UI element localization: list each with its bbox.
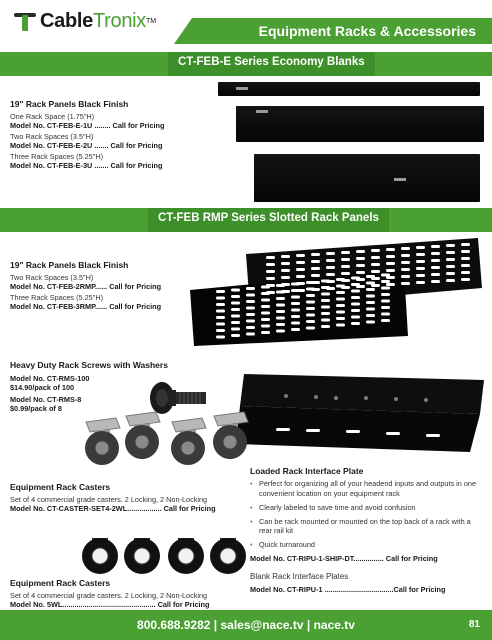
blank-interface-model: Model No. CT-RIPU-1 ..................................Call for Pricing	[250, 585, 446, 595]
casters-1-text	[10, 482, 260, 513]
casters-2-model: Model No. 5WL.............................................. Call for Pricing	[10, 600, 210, 609]
blank-panel-2u-image	[236, 106, 484, 142]
item-model: Model No. CT-FEB-E-2U ....... Call for Pricing	[10, 141, 163, 150]
screw-price: $14.90/pack of 100	[10, 383, 75, 392]
slotted-panels-text	[10, 260, 210, 311]
feature-item: • Perfect for organizing all of your headend inputs and outputs in one convenient location on your equipment rack	[250, 479, 482, 499]
cabletronix-logo	[14, 10, 156, 33]
logo-mark-icon	[14, 11, 38, 33]
logo-accent: Tronix	[92, 10, 146, 32]
item-model: Model No. CT-FEB-E-1U ........ Call for Pricing	[10, 121, 165, 130]
rack-casters-black-image	[74, 522, 264, 580]
footer-contact: 800.688.9282 | sales@nace.tv | nace.tv	[137, 618, 355, 632]
slotted-panels-heading: 19" Rack Panels Black Finish	[10, 260, 129, 270]
interface-plate-model: Model No. CT-RIPU-1-SHIP-DT............... Call for Pricing	[250, 554, 438, 564]
section-title-slotted-panels: CT-FEB RMP Series Slotted Rack Panels	[148, 208, 389, 232]
casters-2-desc: Set of 4 commercial grade casters. 2 Locking, 2 Non-Locking	[10, 591, 208, 600]
rack-screws-heading: Heavy Duty Rack Screws with Washers	[10, 360, 168, 370]
casters-1-model: Model No. CT-CASTER-SET4-2WL................. Call for Pricing	[10, 504, 216, 513]
section-bar-slotted-panels	[0, 208, 492, 232]
blank-panel-1u-image	[218, 82, 480, 96]
logo-main: Cable	[40, 10, 93, 32]
item-desc: Two Rack Spaces (3.5"H)	[10, 132, 94, 141]
item-desc: One Rack Space (1.75"H)	[10, 112, 95, 121]
item-model: Model No. CT-FEB-3RMP...... Call for Pricing	[10, 302, 162, 311]
interface-plate-heading: Loaded Rack Interface Plate	[250, 466, 364, 476]
item-desc: Three Rack Spaces (5.25"H)	[10, 293, 104, 302]
feature-item: • Clearly labeled to save time and avoid confusion	[250, 503, 482, 513]
screw-model: Model No. CT-RMS-8	[10, 395, 82, 404]
logo-trademark: TM	[146, 18, 157, 25]
page-header	[0, 0, 492, 44]
feature-item: • Quick turnaround	[250, 540, 482, 550]
interface-plate-features	[250, 479, 482, 550]
logo-text	[40, 10, 146, 33]
casters-2-heading: Equipment Rack Casters	[10, 578, 111, 588]
rack-interface-plate-image	[226, 372, 488, 456]
casters-1-desc: Set of 4 commercial grade casters. 2 Locking, 2 Non-Locking	[10, 495, 208, 504]
screw-model: Model No. CT-RMS-100	[10, 374, 90, 383]
screw-price: $0.99/pack of 8	[10, 404, 62, 413]
blank-panel-3u-image	[254, 154, 480, 202]
item-model: Model No. CT-FEB-E-3U ....... Call for Pricing	[10, 161, 163, 170]
economy-blanks-text	[10, 99, 210, 170]
casters-2-text	[10, 578, 260, 609]
rack-casters-gray-image	[78, 390, 260, 476]
page-footer	[0, 610, 492, 640]
slotted-rack-panels-image	[186, 236, 486, 348]
item-desc: Two Rack Spaces (3.5"H)	[10, 273, 94, 282]
blank-interface-heading: Blank Rack Interface Plates	[250, 572, 349, 582]
section-title-economy-blanks: CT-FEB-E Series Economy Blanks	[168, 52, 375, 76]
section-bar-economy-blanks	[0, 52, 492, 76]
economy-blanks-heading: 19" Rack Panels Black Finish	[10, 99, 129, 109]
page-title: Equipment Racks & Accessories	[258, 23, 476, 39]
item-desc: Three Rack Spaces (5.25"H)	[10, 152, 104, 161]
feature-item: • Can be rack mounted or mounted on the top back of a rack with a rear rail kit	[250, 517, 482, 537]
interface-plate-text	[250, 466, 482, 594]
item-model: Model No. CT-FEB-2RMP...... Call for Pricing	[10, 282, 162, 291]
page-number: 81	[468, 619, 480, 630]
casters-1-heading: Equipment Rack Casters	[10, 482, 111, 492]
